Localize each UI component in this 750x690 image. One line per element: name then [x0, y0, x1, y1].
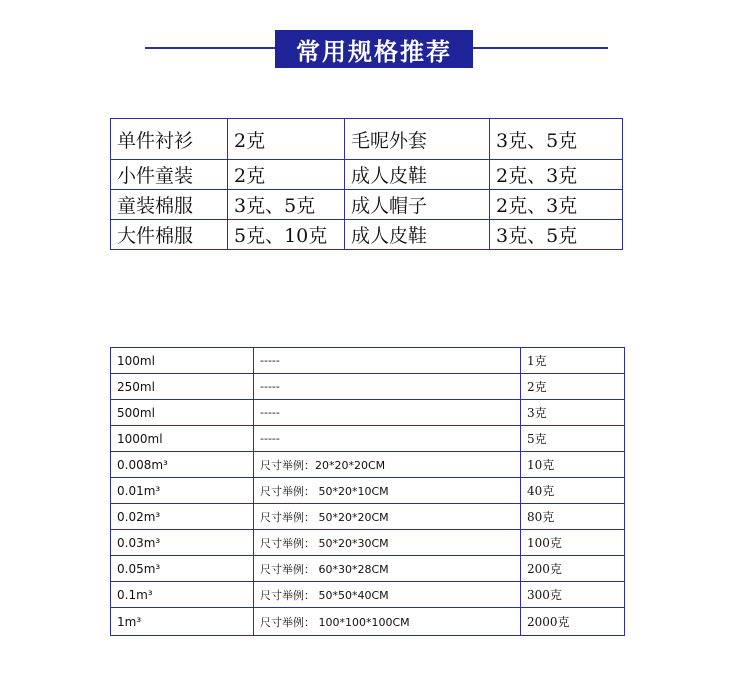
item-name-cell: 小件童装	[111, 160, 228, 190]
table-row	[111, 220, 623, 250]
section-title	[275, 30, 473, 68]
volume-cell: 0.02m³	[111, 504, 254, 530]
item-name-cell: 大件棉服	[111, 220, 228, 250]
table-row	[111, 348, 625, 374]
table-row	[111, 160, 623, 190]
spec-cell: 2克、3克	[490, 160, 623, 190]
size-example-cell: -----	[254, 348, 521, 374]
table-row	[111, 608, 625, 636]
spec-cell: 2克	[228, 160, 345, 190]
title-rule-left	[145, 47, 275, 49]
volume-cell: 0.01m³	[111, 478, 254, 504]
table-row	[111, 478, 625, 504]
item-name-cell: 成人皮鞋	[345, 160, 490, 190]
volume-cell: 1000ml	[111, 426, 254, 452]
volume-cell: 100ml	[111, 348, 254, 374]
item-name-cell: 单件衬衫	[111, 119, 228, 160]
item-name-cell: 成人帽子	[345, 190, 490, 220]
size-example-cell: 尺寸举例： 50*50*40CM	[254, 582, 521, 608]
table-row	[111, 556, 625, 582]
grams-cell: 300克	[521, 582, 625, 608]
title-rule-right	[473, 47, 608, 49]
section-title-text: 常用规格推荐	[296, 37, 452, 66]
size-example-cell: 尺寸举例：20*20*20CM	[254, 452, 521, 478]
spec-recommendation-table	[110, 118, 623, 250]
grams-cell: 10克	[521, 452, 625, 478]
volume-cell: 0.03m³	[111, 530, 254, 556]
spec-cell: 5克、10克	[228, 220, 345, 250]
volume-cell: 0.008m³	[111, 452, 254, 478]
grams-cell: 5克	[521, 426, 625, 452]
size-example-cell: 尺寸举例： 50*20*30CM	[254, 530, 521, 556]
grams-cell: 2克	[521, 374, 625, 400]
size-example-cell: 尺寸举例： 50*20*20CM	[254, 504, 521, 530]
item-name-cell: 童装棉服	[111, 190, 228, 220]
size-example-cell: 尺寸举例： 50*20*10CM	[254, 478, 521, 504]
grams-cell: 3克	[521, 400, 625, 426]
grams-cell: 80克	[521, 504, 625, 530]
volume-cell: 0.1m³	[111, 582, 254, 608]
table-row	[111, 119, 623, 160]
volume-cell: 500ml	[111, 400, 254, 426]
spec-cell: 3克、5克	[490, 220, 623, 250]
table-row	[111, 190, 623, 220]
grams-cell: 200克	[521, 556, 625, 582]
table-row	[111, 504, 625, 530]
size-example-cell: -----	[254, 374, 521, 400]
volume-cell: 0.05m³	[111, 556, 254, 582]
item-name-cell: 成人皮鞋	[345, 220, 490, 250]
size-example-cell: -----	[254, 400, 521, 426]
size-example-cell: 尺寸举例： 100*100*100CM	[254, 608, 521, 636]
item-name-cell: 毛呢外套	[345, 119, 490, 160]
capacity-table	[110, 347, 625, 636]
grams-cell: 1克	[521, 348, 625, 374]
spec-cell: 3克、5克	[490, 119, 623, 160]
grams-cell: 100克	[521, 530, 625, 556]
table-row	[111, 582, 625, 608]
size-example-cell: 尺寸举例： 60*30*28CM	[254, 556, 521, 582]
spec-cell: 2克、3克	[490, 190, 623, 220]
table-row	[111, 530, 625, 556]
spec-cell: 3克、5克	[228, 190, 345, 220]
grams-cell: 2000克	[521, 608, 625, 636]
table-row	[111, 374, 625, 400]
volume-cell: 1m³	[111, 608, 254, 636]
grams-cell: 40克	[521, 478, 625, 504]
table-row	[111, 400, 625, 426]
volume-cell: 250ml	[111, 374, 254, 400]
spec-cell: 2克	[228, 119, 345, 160]
table-row	[111, 426, 625, 452]
table-row	[111, 452, 625, 478]
size-example-cell: -----	[254, 426, 521, 452]
